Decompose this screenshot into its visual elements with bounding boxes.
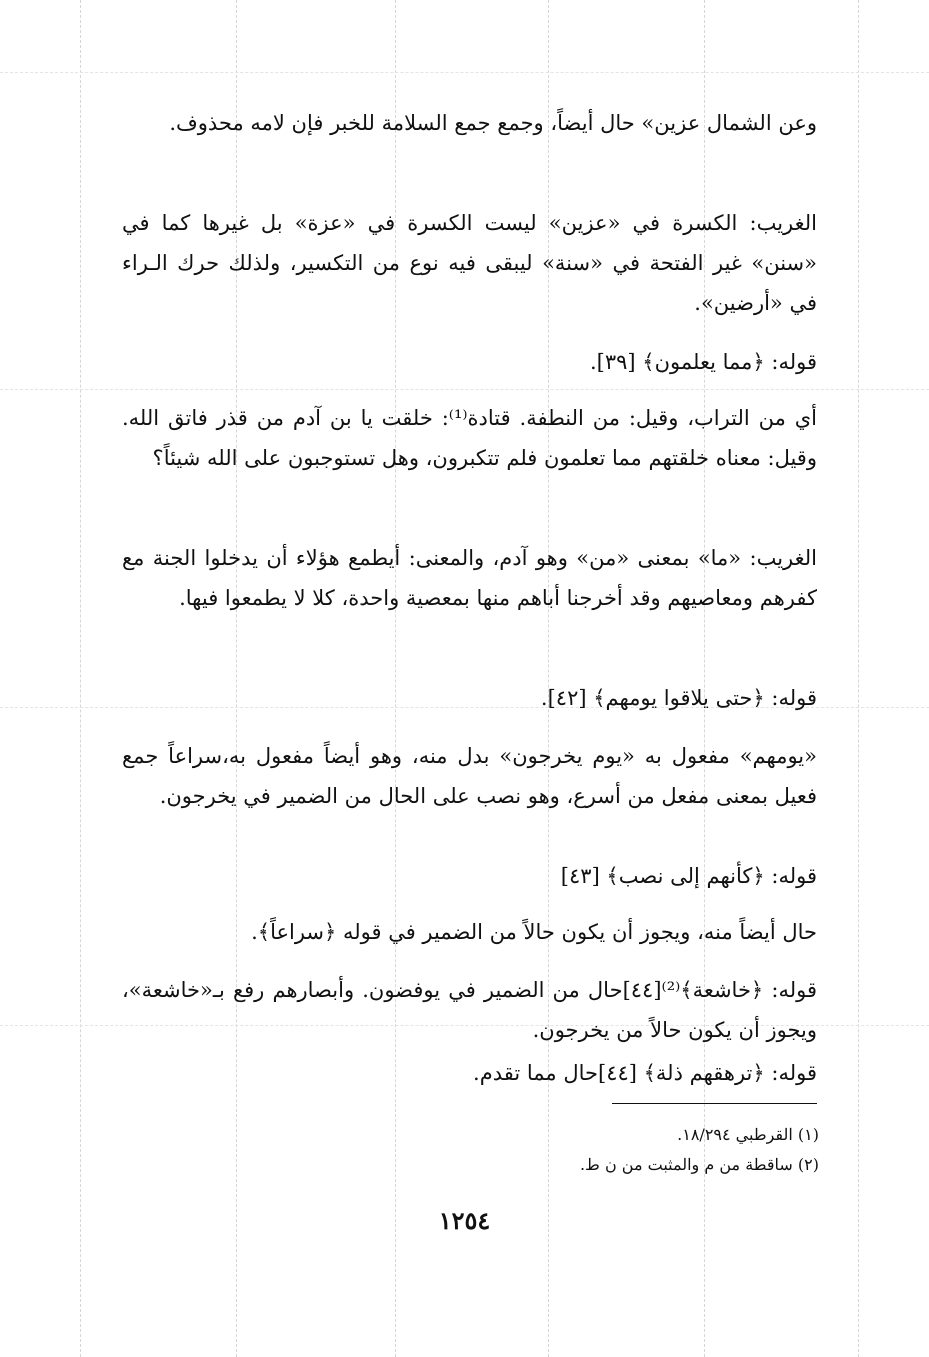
scan-guide-line	[80, 0, 81, 1357]
verse-heading: قوله: ﴿مما يعلمون﴾ [٣٩].	[589, 350, 817, 374]
paragraph: الغريب: الكسرة في «عزين» ليست الكسرة في «عزة» بل غيرها كما في «سنن» غير الفتحة في «سنة» ليبقى فيه نوع من التكسير، ولذلك حرك الـراء في «أرضين».	[122, 211, 817, 315]
verse-heading: قوله: ﴿كأنهم إلى نصب﴾ [٤٣]	[560, 864, 817, 888]
paragraph: قوله: ﴿خاشعة﴾⁽²⁾[٤٤]حال من الضمير في يوفضون. وأبصارهم رفع بـ«خاشعة»، ويجوز أن يكون حالاً من يخرجون.	[122, 978, 817, 1042]
paragraph: حال أيضاً منه، ويجوز أن يكون حالاً من الضمير في قوله ﴿سراعاً﴾.	[251, 920, 817, 944]
verse-heading: قوله: ﴿حتى يلاقوا يومهم﴾ [٤٢].	[540, 686, 817, 710]
verse-heading: قوله: ﴿ترهقهم ذلة﴾ [٤٤]حال مما تقدم.	[473, 1061, 817, 1085]
footnote: (٢) ساقطة من م والمثبت من ن ط.	[579, 1155, 819, 1174]
scan-guide-line	[0, 72, 929, 73]
page-number: ١٢٥٤	[438, 1206, 491, 1235]
scan-guide-line	[0, 389, 929, 390]
paragraph: الغريب: «ما» بمعنى «من» وهو آدم، والمعنى: أيطمع هؤلاء أن يدخلوا الجنة مع كفرهم ومعاصيهم وقد أخرجنا أباهم منها بمعصية واحدة، كلا لا يطمعوا فيها.	[122, 546, 817, 610]
footnote: (١) القرطبي ١٨/٢٩٤.	[677, 1125, 819, 1144]
paragraph: «يومهم» مفعول به «يوم يخرجون» بدل منه، وهو أيضاً مفعول به،سراعاً جمع فعيل بمعنى مفعل من أسرع، وهو نصب على الحال من الضمير في يخرجون.	[122, 744, 817, 808]
paragraph: وعن الشمال عزين» حال أيضاً، وجمع جمع السلامة للخبر فإن لامه محذوف.	[169, 111, 817, 135]
scan-guide-line	[858, 0, 859, 1357]
paragraph: أي من التراب، وقيل: من النطفة. قتادة⁽¹⁾: خلقت يا بن آدم من قذر فاتق الله. وقيل: معناه خلقتهم مما تعلمون فلم تتكبرون، وهل تستوجبون على الله شيئاً؟	[122, 406, 817, 470]
footnote-divider	[612, 1103, 817, 1104]
